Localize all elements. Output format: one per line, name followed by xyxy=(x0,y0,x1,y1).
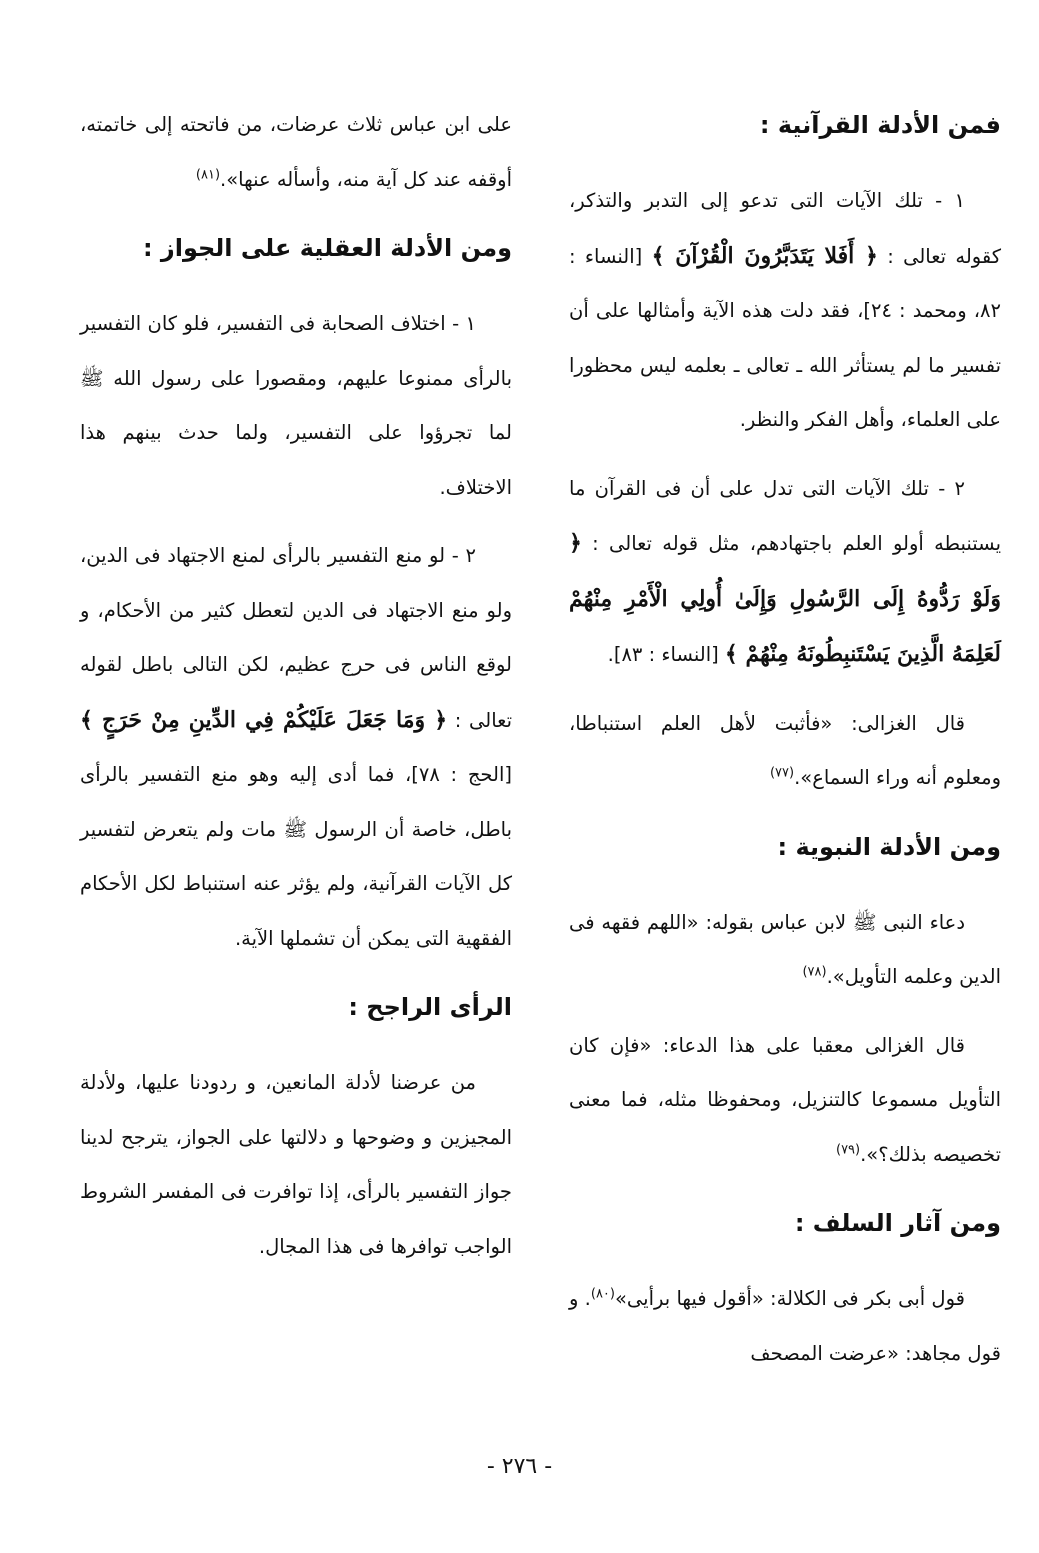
paragraph-quranic-1 xyxy=(569,174,1001,448)
footnote-reference: (٧٩) xyxy=(835,1142,861,1157)
left-column xyxy=(80,98,512,1288)
footnote-reference: (٨١) xyxy=(195,167,221,182)
paragraph-ghazali-quote-2 xyxy=(569,1019,1001,1183)
quran-verse: ﴿ أَفَلا يَتَدَبَّرُونَ الْقُرْآنَ ﴾ xyxy=(651,242,878,269)
paragraph-rational-1: ١ - اختلاف الصحابة فى التفسير، فلو كان التفسير بالرأى ممنوعا عليهم، ومقصورا على رسول الله ﷺ لما تجرؤوا على التفسير، ولما حدث بينهم هذا الاختلاف. xyxy=(80,312,512,499)
text-segment: دعاء النبى ﷺ لابن عباس بقوله: «اللهم فقهه فى الدين وعلمه التأويل». xyxy=(569,910,1001,988)
text-segment: ٢ - لو منع التفسير بالرأى لمنع الاجتهاد فى الدين، ولو منع الاجتهاد فى الدين لتعطل كثير من الأحكام، و لوقع الناس فى حرج عظيم، لكن التالى باطل لقوله تعالى : xyxy=(80,544,513,732)
heading-rational-evidence: ومن الأدلة العقلية على الجواز : xyxy=(142,234,512,262)
quran-verse: ﴿ وَلَوْ رَدُّوهُ إِلَى الرَّسُولِ وَإِلَىٰ أُولِي الْأَمْرِ مِنْهُمْ لَعَلِمَهُ الَّذِينَ يَسْتَنبِطُونَهُ مِنْهُمْ ﴾ xyxy=(569,530,1001,667)
footnote-reference: (٧٨) xyxy=(802,964,827,980)
paragraph-quranic-2 xyxy=(569,462,1001,683)
page-number: - ٢٧٦ - xyxy=(486,1454,553,1479)
text-segment: قال الغزالى: «فأثبت لأهل العلم استنباطا، ومعلوم أنه وراء السماع». xyxy=(569,711,1001,789)
heading-preferred-opinion: الرأى الراجح : xyxy=(348,993,512,1021)
paragraph-salaf-sayings xyxy=(569,1272,1001,1381)
footnote-reference: (٨٠) xyxy=(590,1286,615,1302)
text-segment: . و قول مجاهد: «عرضت المصحف xyxy=(569,1287,1001,1365)
heading-prophetic-evidence: ومن الأدلة النبوية : xyxy=(777,832,1001,861)
paragraph-rational-2 xyxy=(80,529,512,966)
quran-verse: ﴿ وَمَا جَعَلَ عَلَيْكُمْ فِي الدِّينِ مِنْ حَرَجٍ ﴾ xyxy=(80,706,448,733)
text-segment: ٢ - تلك الآيات التى تدل على أن فى القرآن ما يستنبطه أولو العلم باجتهادهم، مثل قوله تعالى : xyxy=(569,476,1001,555)
paragraph-prophet-supplication xyxy=(569,896,1001,1005)
text-segment: [النساء : ٨٢، ومحمد : ٢٤]، فقد دلت هذه الآية وأمثالها على أن تفسير ما لم يستأثر الله ـ تعالى ـ بعلمه ليس محظورا على العلماء، وأهل الفكر والنظر. xyxy=(569,244,1001,431)
text-segment: قال الغزالى معقبا على هذا الدعاء: «فإن كان التأويل مسموعا كالتنزيل، ومحفوظا مثله، فما معنى تخصيصه بذلك؟». xyxy=(569,1033,1001,1166)
right-column xyxy=(569,98,1001,1395)
footnote-reference: (٧٧) xyxy=(769,765,795,781)
paragraph-preferred-opinion: من عرضنا لأدلة المانعين، و ردودنا عليها، ولأدلة المجيزين و وضوحها و دلالتها على الجواز، يترجح لدينا جواز التفسير بالرأى، إذا توافرت فى المفسر الشروط الواجب توافرها فى هذا المجال. xyxy=(80,1071,512,1258)
heading-quranic-evidence: فمن الأدلة القرآنية : xyxy=(759,111,1001,139)
text-segment: قول أبى بكر فى الكلالة: «أقول فيها برأيى» xyxy=(615,1287,965,1310)
text-segment: [الحج : ٧٨]، فما أدى إليه وهو منع التفسير بالرأى باطل، خاصة أن الرسول ﷺ مات ولم يتعرض لتفسير كل الآيات القرآنية، ولم يؤثر عنه استنباط لكل الأحكام الفقهية التى يمكن أن تشملها الآية. xyxy=(80,763,512,950)
text-segment: ١ - تلك الآيات التى تدعو إلى التدبر والتذكر، كقوله تعالى : xyxy=(569,189,1001,268)
text-segment: [النساء : ٨٣]. xyxy=(607,643,725,666)
paragraph-continuation xyxy=(80,98,512,207)
paragraph-ghazali-quote-1 xyxy=(569,697,1001,806)
heading-salaf-traditions: ومن آثار السلف : xyxy=(794,1209,1001,1237)
text-segment: على ابن عباس ثلاث عرضات، من فاتحته إلى خاتمته، أوقفه عند كل آية منه، وأسأله عنها». xyxy=(80,113,512,191)
